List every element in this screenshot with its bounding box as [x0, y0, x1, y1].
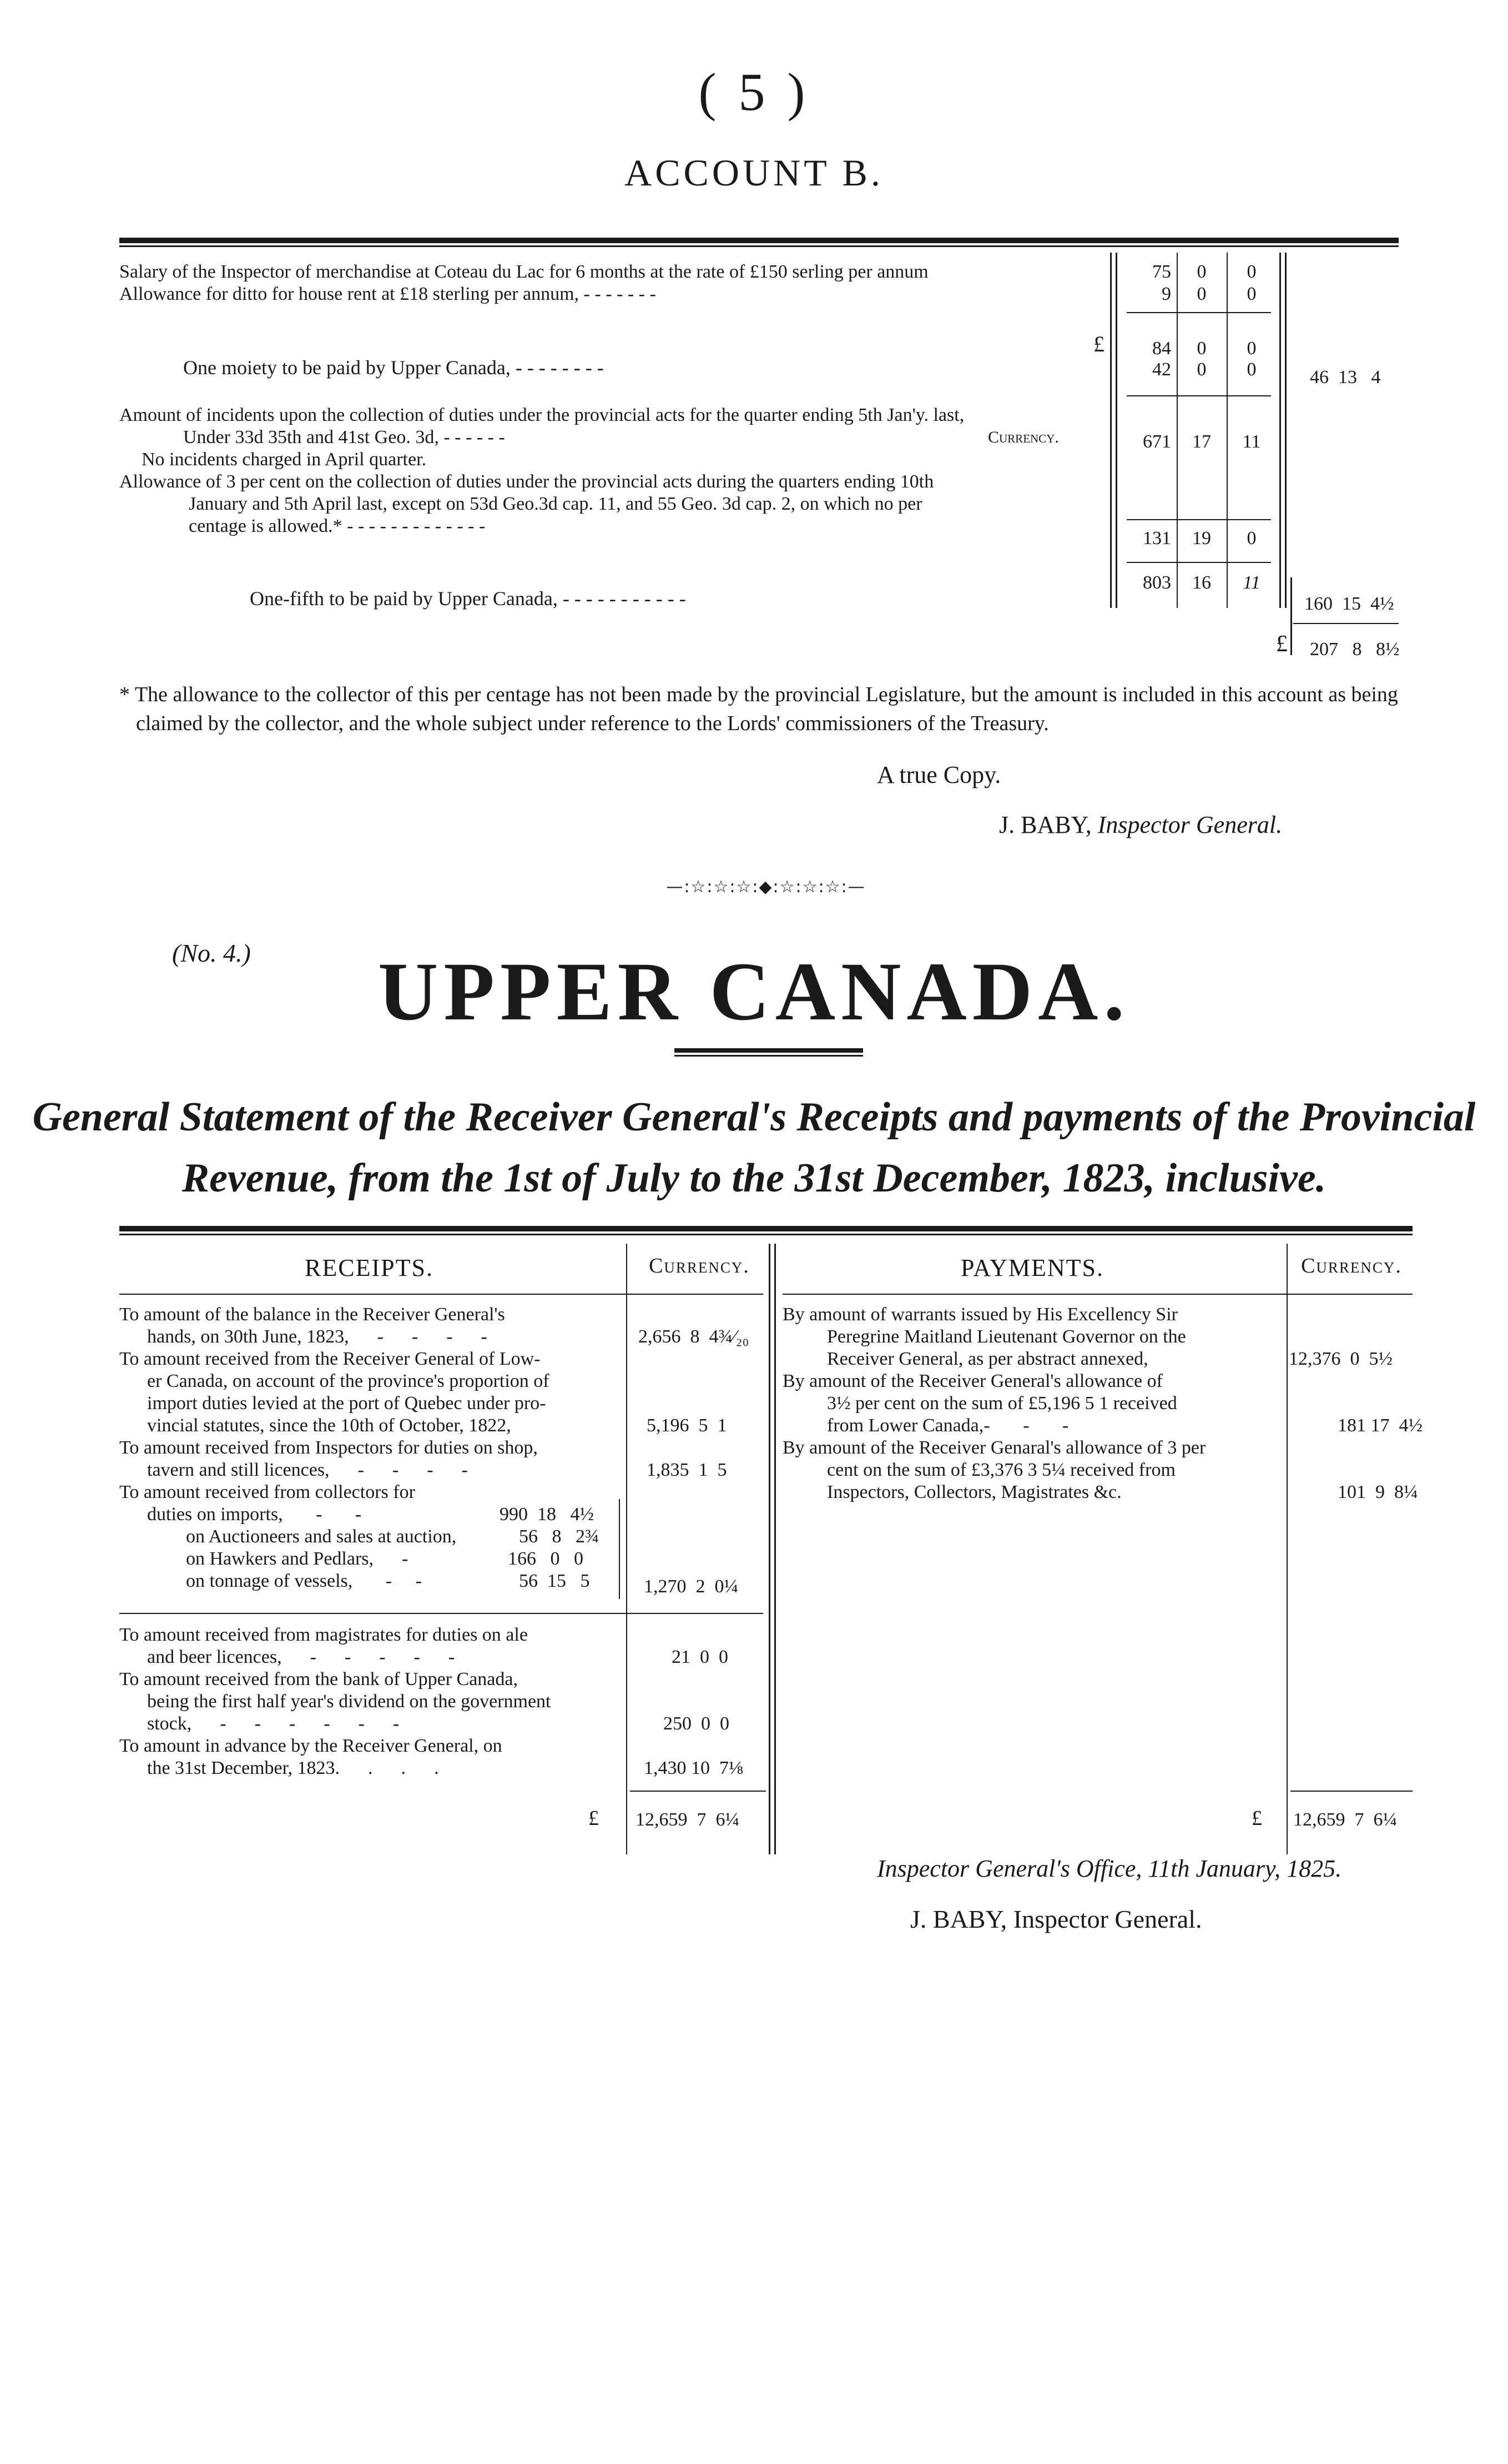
payment-text: Inspectors, Collectors, Magistrates &c. — [827, 1482, 1122, 1502]
amount-pence: 0 — [1247, 528, 1257, 549]
receipt-amount: 21 0 0 — [672, 1647, 728, 1667]
signature-title: Inspector General. — [1097, 811, 1283, 838]
payment-amount: 101 9 8¼ — [1338, 1482, 1418, 1502]
payment-text: 3½ per cent on the sum of £5,196 5 1 received — [827, 1393, 1177, 1414]
receipt-entry — [119, 1348, 619, 1437]
signature-block — [999, 811, 1282, 839]
upper-canada-title: UPPER CANADA. — [378, 946, 1130, 1038]
statement-top-rule-thin — [119, 1234, 1413, 1235]
receipt-amount: 250 0 0 — [663, 1713, 729, 1734]
amount-pence: 11 — [1243, 572, 1260, 593]
receipt-amount: 1,835 1 5 — [647, 1460, 727, 1480]
amount-shillings: 0 — [1197, 284, 1207, 304]
payments-total: 12,659 7 6¼ — [1293, 1809, 1397, 1830]
grand-total: 207 8 8½ — [1310, 639, 1400, 660]
payment-text: cent on the sum of £3,376 3 5¼ received from — [827, 1460, 1176, 1480]
account-b-line: Under 33d 35th and 41st Geo. 3d, - - - - - - — [183, 427, 505, 447]
payment-entry — [783, 1304, 1282, 1370]
receipt-subvalue: 166 0 0 — [508, 1548, 583, 1569]
account-b-top-rule — [119, 238, 1399, 243]
receipt-entry — [119, 1668, 619, 1735]
receipt-amount: 5,196 5 1 — [647, 1415, 727, 1436]
payment-text: from Lower Canada,- - - — [827, 1415, 1069, 1436]
currency-header-receipts: Currency. — [649, 1254, 750, 1278]
account-b-line: Salary of the Inspector of merchandise at Coteau du Lac for 6 months at the rate of £150 serling per annum — [119, 262, 929, 282]
subcolumn-rule — [619, 1499, 620, 1599]
account-b-line: January and 5th April last, except on 53d Geo.3d cap. 11, and 55 Geo. 3d cap. 2, on which no per — [189, 494, 922, 514]
receipt-entry: To amount received from collectors for — [119, 1482, 415, 1502]
column-rule — [1227, 253, 1228, 608]
payment-text: Peregrine Maitland Lieutenant Governor on the — [827, 1326, 1186, 1347]
account-b-line: centage is allowed.* - - - - - - - - - - - - - — [189, 516, 486, 536]
amount-pence: 0 — [1247, 359, 1257, 380]
subtotal-rule — [1127, 562, 1271, 563]
payment-text: By amount of warrants issued by His Excellency Sir — [783, 1304, 1178, 1325]
signature-name: J. BABY, — [999, 811, 1092, 838]
payment-amount: 181 17 4½ — [1338, 1415, 1423, 1436]
receipts-header: RECEIPTS. — [305, 1254, 433, 1281]
account-b-line: Amount of incidents upon the collection of duties under the provincial acts for the quarter ending 5th Jan'y. last, — [119, 405, 965, 425]
amount-pounds: 131 — [1143, 528, 1171, 549]
pound-symbol: £ — [1093, 331, 1104, 356]
title-rule — [674, 1048, 863, 1053]
payment-entry — [783, 1370, 1282, 1437]
column-rule — [1290, 577, 1292, 655]
amount-shillings: 0 — [1197, 262, 1207, 282]
account-b-title: ACCOUNT B. — [624, 152, 884, 194]
receipt-text: To amount received from the bank of Upper Canada, — [119, 1669, 518, 1689]
statement-top-rule — [119, 1226, 1413, 1231]
amount-pounds: 9 — [1162, 284, 1171, 304]
receipt-entry — [119, 1624, 619, 1668]
receipt-text: import duties levied at the port of Quebec under pro- — [147, 1393, 546, 1414]
account-b-line: No incidents charged in April quarter. — [142, 449, 427, 470]
amount-pounds: 75 — [1152, 262, 1171, 282]
header-rule — [119, 1294, 763, 1295]
amount-pounds: 84 — [1152, 338, 1171, 359]
amount-pounds: 671 — [1143, 431, 1171, 452]
amount-shillings: 16 — [1192, 572, 1211, 593]
amount-shillings: 0 — [1197, 338, 1207, 359]
ornament-divider: —:☆:☆:☆:◆:☆:☆:☆:— — [666, 877, 866, 897]
statement-subtitle-line2: Revenue, from the 1st of July to the 31st December, 1823, inclusive. — [181, 1155, 1327, 1201]
one-fifth-total: 160 15 4½ — [1304, 594, 1394, 614]
payments-header: PAYMENTS. — [960, 1254, 1104, 1281]
payment-text: By amount of the Receiver General's allowance of — [783, 1371, 1163, 1391]
column-rule — [1285, 253, 1287, 608]
receipt-text: er Canada, on account of the province's proportion of — [147, 1371, 549, 1391]
receipt-subitem: on Hawkers and Pedlars, - — [186, 1548, 408, 1569]
receipt-text: being the first half year's dividend on the government — [147, 1691, 551, 1712]
payment-amount: 12,376 0 5½ — [1289, 1349, 1393, 1369]
moiety-total: 46 13 4 — [1310, 367, 1381, 388]
column-rule — [1279, 253, 1281, 608]
currency-header-payments: Currency. — [1301, 1254, 1402, 1278]
receipt-text: the 31st December, 1823. . . . — [147, 1758, 439, 1778]
receipt-subitem: on Auctioneers and sales at auction, — [186, 1526, 457, 1547]
receipt-text: To amount in advance by the Receiver General, on — [119, 1736, 502, 1756]
receipts-total-symbol: £ — [588, 1807, 599, 1830]
subtotal-rule — [1127, 312, 1271, 313]
total-rule — [630, 1791, 766, 1792]
receipt-text: stock, - - - - - - — [147, 1713, 400, 1734]
receipt-entry — [119, 1437, 619, 1481]
amount-pence: 0 — [1247, 262, 1257, 282]
footnote: * The allowance to the collector of this per centage has not been made by the provincial Legislature, but the amount is included in this account as being claimed by the collector, and the whole subject under reference to the Lords' commissioners of the Treasury. — [119, 683, 1398, 735]
receipt-subitem: duties on imports, - - — [147, 1504, 362, 1525]
payment-text: By amount of the Receiver Genaral's allowance of 3 per — [783, 1437, 1206, 1458]
payments-total-symbol: £ — [1252, 1807, 1262, 1830]
account-b-line: Allowance of 3 per cent on the collection of duties under the provincial acts during the quarters ending 10th — [119, 471, 934, 492]
account-b-line: One-fifth to be paid by Upper Canada, - - - - - - - - - - - — [250, 587, 686, 610]
payment-entry — [783, 1437, 1282, 1503]
amount-shillings: 19 — [1192, 528, 1211, 549]
receipt-text: vincial statutes, since the 10th of October, 1822, — [147, 1415, 511, 1436]
column-rule — [769, 1244, 770, 1854]
statement-subtitle-line1: General Statement of the Receiver General's Receipts and payments of the Provincial — [32, 1094, 1476, 1140]
amount-shillings: 17 — [1192, 431, 1211, 452]
amount-pence: 0 — [1247, 338, 1257, 359]
page-number: ( 5 ) — [698, 62, 810, 122]
receipt-subitem: on tonnage of vessels, - - — [186, 1571, 422, 1591]
column-rule — [1110, 253, 1112, 608]
amount-pence: 11 — [1242, 431, 1261, 452]
account-b-line: Allowance for ditto for house rent at £18 sterling per annum, - - - - - - - — [119, 284, 656, 304]
receipt-amount: 2,656 8 4¾⁄₂₀ — [638, 1326, 749, 1347]
account-b-top-rule-thin — [119, 245, 1399, 247]
receipt-text: To amount of the balance in the Receiver General's — [119, 1304, 505, 1325]
receipt-subvalue: 990 18 4½ — [500, 1504, 594, 1525]
receipt-text: To amount received from Inspectors for duties on shop, — [119, 1437, 538, 1458]
receipt-entry — [119, 1304, 619, 1348]
subtotal-rule — [1127, 519, 1271, 520]
column-rule — [1177, 253, 1178, 608]
receipts-total: 12,659 7 6¼ — [636, 1809, 739, 1830]
total-rule — [1290, 1791, 1413, 1792]
document-number: (No. 4.) — [172, 939, 251, 967]
amount-shillings: 0 — [1197, 359, 1207, 380]
pound-symbol: £ — [1276, 631, 1288, 657]
payment-text: Receiver General, as per abstract annexed, — [827, 1349, 1148, 1369]
amount-pounds: 42 — [1152, 359, 1171, 380]
receipt-text: tavern and still licences, - - - - — [147, 1460, 468, 1480]
receipt-text: hands, on 30th June, 1823, - - - - — [147, 1326, 487, 1347]
receipt-subvalue: 56 15 5 — [519, 1571, 590, 1591]
amount-pounds: 803 — [1143, 572, 1171, 593]
column-rule — [1287, 1244, 1288, 1854]
closing-signature: J. BABY, Inspector General. — [910, 1905, 1202, 1933]
section-rule — [119, 1613, 763, 1614]
title-rule-thin — [674, 1055, 863, 1057]
column-rule — [626, 1244, 627, 1854]
receipt-text: To amount received from magistrates for duties on ale — [119, 1625, 528, 1645]
currency-label: Currency. — [988, 428, 1059, 446]
account-b-line: One moiety to be paid by Upper Canada, - - - - - - - - — [183, 356, 604, 379]
subtotal-rule — [1127, 395, 1271, 396]
amount-pence: 0 — [1247, 284, 1257, 304]
column-rule — [774, 1244, 776, 1854]
office-line: Inspector General's Office, 11th January, 1825. — [877, 1855, 1342, 1882]
receipt-subvalue: 56 8 2¾ — [519, 1526, 599, 1547]
receipt-text: To amount received from the Receiver General of Low- — [119, 1349, 541, 1369]
receipt-text: and beer licences, - - - - - — [147, 1647, 455, 1667]
receipt-amount: 1,430 10 7⅛ — [644, 1758, 743, 1778]
true-copy: A true Copy. — [877, 761, 1001, 788]
column-rule — [1116, 253, 1117, 608]
subtotal-rule — [1293, 623, 1399, 624]
header-rule — [783, 1294, 1413, 1295]
receipt-amount: 1,270 2 0¼ — [644, 1576, 738, 1597]
receipt-entry — [119, 1735, 619, 1779]
